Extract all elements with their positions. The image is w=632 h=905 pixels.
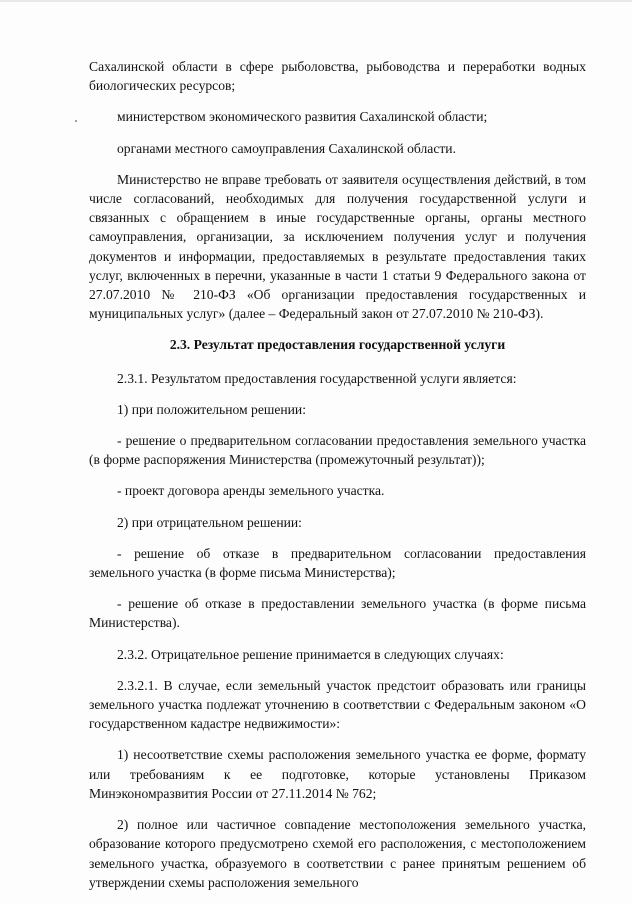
paragraph: 2) полное или частичное совпадение местоположения земельного участка, образование которого предусмотрено схемой его расположения, с местоположением земельного участка, образуемого в соответствии с ранее принятым решением об утверждении схемы расположения земельного — [89, 817, 586, 890]
paragraph: - решение об отказе в предварительном согласовании предоставления земельного участка (в форме письма Министерства); — [89, 545, 586, 581]
paragraph: органами местного самоуправления Сахалинской области. — [117, 140, 456, 156]
paragraph: 2.3.2.1. В случае, если земельный участок предстоит образовать или границы земельного участка подлежат уточнению в соответствии с Федеральным законом «О государственном кадастре недвижимости»: — [89, 677, 586, 732]
scan-speck — [75, 120, 77, 122]
paragraph: - решение об отказе в предоставлении земельного участка (в форме письма Министерства). — [89, 596, 586, 631]
paragraph: 2.3.1. Результатом предоставления государственной услуги является: — [117, 370, 517, 386]
paragraph: Министерство не вправе требовать от заявителя осуществления действий, в том числе согласований, необходимых для получения государственной услуги и связанных с обращением в иные государственные органы, органы местного самоуправления, организации, за исключением получения услуг и получения документов и информации, предоставляемых в результате предоставления таких услуг, включенных в перечни, указанные в части 1 статьи 9 Федерального закона от 27.07.2010 № 210-ФЗ «Об организации предоставления государственных и муниципальных услуг» (далее – Федеральный закон от 27.07.2010 № 210-ФЗ). — [89, 171, 586, 322]
paragraph: 1) при положительном решении: — [117, 401, 306, 417]
paragraph: министерством экономического развития Сахалинской области; — [117, 109, 488, 125]
paragraph: 1) несоответствие схемы расположения земельного участка ее форме, формату или требованиям к ее подготовке, которые установлены Приказом Минэкономразвития России от 27.11.2014 № 762; — [89, 747, 586, 801]
paragraph: 2.3.2. Отрицательное решение принимается в следующих случаях: — [117, 646, 504, 662]
paragraph: 2) при отрицательном решении: — [117, 514, 302, 530]
section-heading: 2.3. Результат предоставления государственной услуги — [169, 337, 506, 353]
document-body — [89, 57, 586, 904]
paragraph: Сахалинской области в сфере рыболовства, рыбоводства и переработки водных биологических ресурсов; — [89, 59, 586, 94]
paragraph: - проект договора аренды земельного участка. — [117, 483, 385, 499]
scan-edge — [0, 0, 632, 2]
paragraph: - решение о предварительном согласовании предоставления земельного участка (в форме распоряжения Министерства (промежуточный результат)); — [89, 433, 586, 468]
